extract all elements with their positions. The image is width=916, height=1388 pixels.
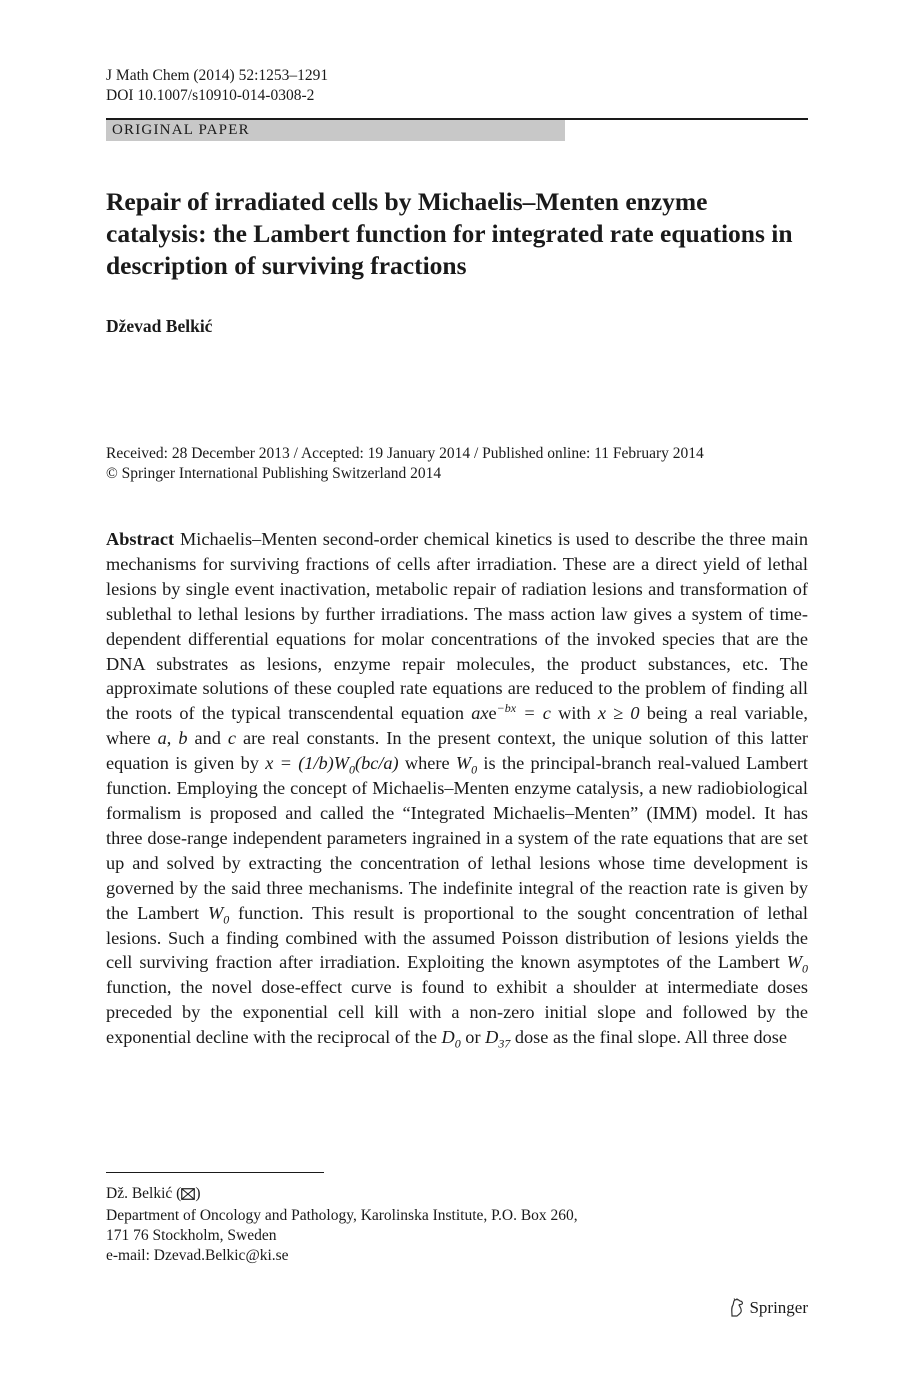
footnote-rule xyxy=(106,1172,324,1173)
abstract-text: dose as the final slope. All three dose xyxy=(510,1027,788,1048)
dose-d37: $D_{37}$ xyxy=(485,1027,511,1051)
article-history xyxy=(106,444,808,484)
author-email[interactable]: e-mail: Dzevad.Belkic@ki.se xyxy=(106,1247,289,1264)
abstract-text: is the principal-branch real-valued Lambert function. Employing the concept of Michaelis–Menten enzyme catalysis, a new radiobiological formalism is proposed and called the “Integrated Michaelis–Menten” (IMM) model. It has three dose-range independent parameters ingrained in a system of the rate equations that are set up and solved by extracting the concentration of lethal lesions whose time development is governed by the said three mechanisms. The indefinite integral of the reaction rate is given by the Lambert xyxy=(106,753,808,923)
publisher-logo xyxy=(729,1298,808,1318)
lambert-w0: $W_0$ xyxy=(207,902,230,927)
abstract-text: are real constants. In the present context, the unique solution of this latter equation is given by xyxy=(106,728,809,774)
section-label: ORIGINAL PAPER xyxy=(112,122,250,138)
abstract-text: function. This result is proportional to the sought concentration of lethal lesions. Such a finding combined with the assumed Poisson distribution of lesions yields the cell surviving fraction after irradiation. Exploiting the known asymptotes of the Lambert xyxy=(106,902,808,973)
var-a: a xyxy=(157,728,167,749)
lambert-w0: $W_0$ xyxy=(455,753,478,777)
envelope-icon xyxy=(181,1186,195,1206)
copyright-line: © Springer International Publishing Switzerland 2014 xyxy=(106,465,442,482)
doi: DOI 10.1007/s10910-014-0308-2 xyxy=(106,87,315,104)
abstract-text: Michaelis–Menten second-order chemical kinetics is used to describe the three main mechanisms for surviving fractions of cells after irradiation. These are a direct yield of lethal lesions by single event inactivation, metabolic repair of radiation lesions and transformation of sublethal to lethal lesions by further irradiations. The mass action law gives a system of time-dependent differential equations for molar concentrations of the invoked species that are the DNA substrates as lesions, enzyme repair molecules, the product substances, etc. The approximate solutions of these coupled rate equations are reduced to the problem of finding all the roots of the typical transcendental equation xyxy=(106,529,808,724)
lambert-w0: $W_0$ xyxy=(786,952,808,977)
corresponding-author: Dž. Belkić ( ) xyxy=(106,1184,808,1206)
var-b: b xyxy=(178,728,188,749)
springer-horse-icon xyxy=(729,1298,745,1318)
abstract-label: Abstract xyxy=(106,529,175,549)
abstract-text: with xyxy=(550,703,598,724)
abstract: Abstract Michaelis–Menten second-order chemical kinetics is used to describe the three main mechanisms for surviving fractions of cells after irradiation. These are a direct yield of lethal lesions by single event inactivation, metabolic repair of radiation lesions and transformation of sublethal to lethal lesions by further irradiations. The mass action law gives a system of time-dependent differential equations for molar concentrations of the invoked species that are the DNA substrates as lesions, enzyme repair molecules, the product substances, etc. The approximate solutions of these coupled rate equations are reduced to the problem of finding all the roots of the typical transcendental equation axe$^{-bx}$ = c with x ≥ 0 being a real variable, where a, b and c are real constants. In the present context, the unique solution of this latter equation is given by $x = (1/b)W_0(bc/a)$ where $W_0$ is the principal-branch real-valued Lambert function. Employing the concept of Michaelis–Menten enzyme catalysis, a new radiobiological formalism is proposed and called the “Integrated Michaelis–Menten” (IMM) model. It has three dose-range independent parameters ingrained in a system of the rate equations that are set up and solved by extracting the concentration of lethal lesions whose time development is governed by the said three mechanisms. The indefinite integral of the reaction rate is given by the Lambert $W_0$ function. This result is proportional to the sought concentration of lethal lesions. Such a finding combined with the assumed Poisson distribution of lesions yields the cell surviving fraction after irradiation. Exploiting the known asymptotes of the Lambert $W_0$ function, the novel dose-effect curve is found to exhibit a shoulder at intermediate doses preceded by the exponential cell kill with a non-zero initial slope and followed by the exponential decline with the reciprocal of the $D_0$ or $D_{37}$ dose as the final slope. All three dose xyxy=(106,529,809,1051)
affiliation-line: 171 76 Stockholm, Sweden xyxy=(106,1227,277,1244)
dose-d0: $D_0$ xyxy=(441,1027,461,1051)
author-name: Dževad Belkić xyxy=(106,316,213,336)
author-affiliation xyxy=(106,1184,808,1266)
dates-line: Received: 28 December 2013 / Accepted: 19 January 2014 / Published online: 11 February 2014 xyxy=(106,445,704,462)
journal-header xyxy=(106,66,328,106)
paper-title: Repair of irradiated cells by Michaelis–Menten enzyme catalysis: the Lambert function for integrated rate equations in description of surviving fractions xyxy=(106,187,793,280)
eq-solution: $x = (1/b)W_0(bc/a)$ xyxy=(265,753,399,777)
abstract-text: being a real variable, where xyxy=(106,703,808,749)
affiliation-line: Department of Oncology and Pathology, Karolinska Institute, P.O. Box 260, xyxy=(106,1207,578,1224)
abstract-text: function, the novel dose-effect curve is found to exhibit a shoulder at intermediate doses preceded by the exponential cell kill with a non-zero initial slope and followed by the exponential decline with the reciprocal of the xyxy=(106,977,808,1048)
eq-domain: x ≥ 0 xyxy=(597,703,640,724)
eq-transcendental: axe$^{-bx}$ = c xyxy=(471,701,551,724)
journal-citation: J Math Chem (2014) 52:1253–1291 xyxy=(106,67,329,84)
publisher-name: Springer xyxy=(749,1298,808,1317)
var-c: c xyxy=(227,728,236,749)
